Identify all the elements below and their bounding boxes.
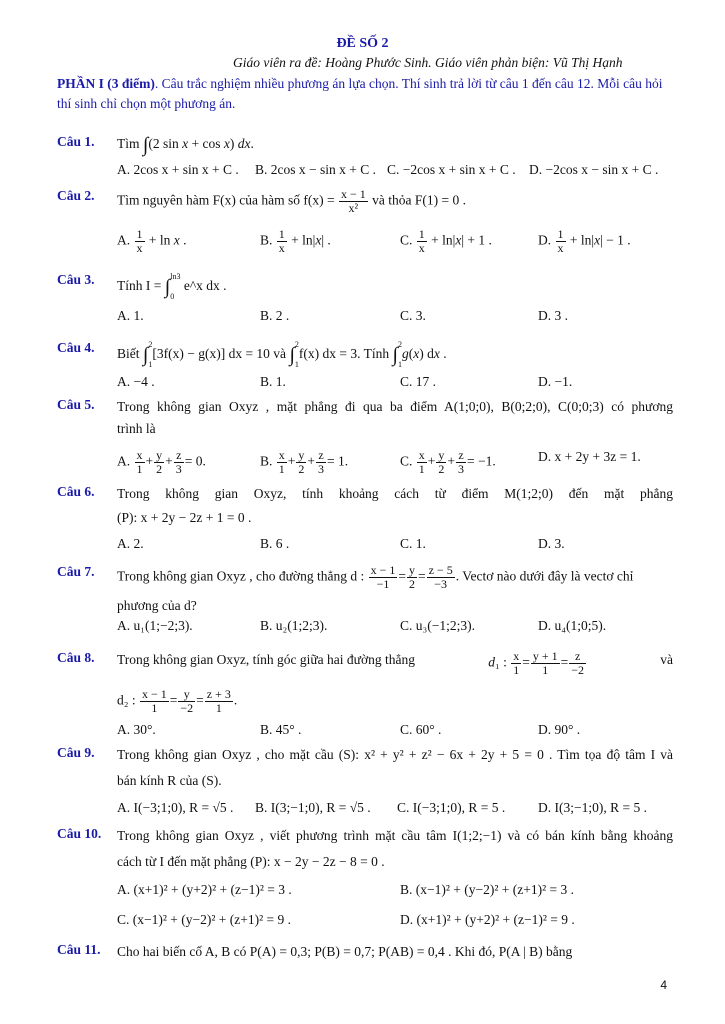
option-c[interactable]: C. I(−3;1;0), R = 5 . xyxy=(397,800,506,815)
answer-options xyxy=(117,722,673,742)
question-text: Trong không gian Oxyz , viết phương trình mặt cầu tâm I(1;2;−1) và có bán kính bằng khoảng xyxy=(117,828,673,843)
question-label: Câu 1. xyxy=(57,134,95,149)
option-a[interactable]: A. $\frac{1}{x}$ + ln x . xyxy=(117,227,187,255)
question-text-2: phương của d? xyxy=(117,598,197,613)
option-d[interactable]: D. u₄(1;0;5). xyxy=(538,618,607,633)
option-b[interactable]: B. 45° . xyxy=(260,722,302,737)
option-d[interactable]: D. (x+1)² + (y+2)² + (z−1)² = 9 . xyxy=(400,912,575,927)
answer-options xyxy=(117,308,673,328)
question-text: Trong không gian Oxyz , mặt phẳng đi qua ba điểm A(1;0;0), B(0;2;0), C(0;0;3) có phương xyxy=(117,399,673,414)
answer-options xyxy=(117,618,673,638)
answer-options xyxy=(117,162,673,182)
option-c[interactable]: C. 60° . xyxy=(400,722,442,737)
answer-options xyxy=(117,374,673,394)
question-text-2: bán kính R của (S). xyxy=(117,773,222,788)
question-text-2: trình là xyxy=(117,421,156,436)
answer-options xyxy=(117,227,673,255)
question-label: Câu 2. xyxy=(57,188,95,203)
option-a[interactable]: A. (x+1)² + (y+2)² + (z−1)² = 3 . xyxy=(117,882,292,897)
option-d[interactable]: D. 3. xyxy=(538,536,565,551)
answer-options xyxy=(117,448,673,476)
question-text: Tìm nguyên hàm F(x) của hàm số f(x) = $\frac{x - 1}{\text{x²}}$ và thỏa F(1) = 0 . xyxy=(117,187,466,215)
option-d[interactable]: D. −2cos x − sin x + C . xyxy=(529,162,659,177)
option-c[interactable]: C. u₃(−1;2;3). xyxy=(400,618,475,633)
option-d[interactable]: D. 3 . xyxy=(538,308,568,323)
question-text: Biết ∫2 1[3f(x) − g(x)] dx = 10 và ∫2 1f(x) dx = 3. Tính ∫2 1g(x) dx . xyxy=(117,340,447,369)
option-c[interactable]: C. (x−1)² + (y−2)² + (z+1)² = 9 . xyxy=(117,912,292,927)
question-text: Trong không gian Oxyz, tính góc giữa hai đường thẳng d₁ : $\frac{x}{1}$ = $\frac{y + 1}{1}$ = $\frac{z}{-2}$ và xyxy=(117,649,673,677)
option-c[interactable]: C. 3. xyxy=(400,308,426,323)
question-text: Trong không gian Oxyz , cho đường thẳng d : $\frac{x - 1}{-1}$ = $\frac{y}{2}$ = $\frac{z - 5}{-3}$ . Vectơ nào dưới đây là vectơ chỉ xyxy=(117,563,634,591)
option-b[interactable]: B. 1. xyxy=(260,374,286,389)
question-label: Câu 4. xyxy=(57,340,95,355)
part-label: PHẦN I (3 điểm) xyxy=(57,76,155,91)
option-d[interactable]: D. −1. xyxy=(538,374,573,389)
page-number: 4 xyxy=(660,978,667,992)
option-b[interactable]: B. $\frac{1}{x}$ + ln|x| . xyxy=(260,227,331,255)
question-label: Câu 6. xyxy=(57,484,95,499)
question-text: Tìm ∫(2 sin x + cos x) dx. xyxy=(117,133,254,156)
option-b[interactable]: B. 6 . xyxy=(260,536,290,551)
question-label: Câu 11. xyxy=(57,942,101,957)
part-text: . Câu trắc nghiệm nhiều phương án lựa chọn. Thí sinh trả lời từ câu 1 đến câu 12. Mỗi câu hỏi thí sinh chỉ chọn một phương án. xyxy=(57,76,663,111)
question-text: Trong không gian Oxyz, tính khoảng cách từ điểm M(1;2;0) đến mặt phẳng xyxy=(117,486,673,501)
question-text: Tính I = ∫ln3 0 e^x dx . xyxy=(117,272,227,301)
option-b[interactable]: B. u₂(1;2;3). xyxy=(260,618,328,633)
option-d[interactable]: D. x + 2y + 3z = 1. xyxy=(538,449,641,464)
option-b[interactable]: B. I(3;−1;0), R = √5 . xyxy=(255,800,371,815)
question-label: Câu 10. xyxy=(57,826,102,841)
option-c[interactable]: C. 1. xyxy=(400,536,426,551)
question-label: Câu 7. xyxy=(57,564,95,579)
question-label: Câu 5. xyxy=(57,397,95,412)
option-a[interactable]: A. 2cos x + sin x + C . xyxy=(117,162,239,177)
option-a[interactable]: A. 30°. xyxy=(117,722,156,737)
option-b[interactable]: B. (x−1)² + (y−2)² + (z+1)² = 3 . xyxy=(400,882,575,897)
option-b[interactable]: B. 2 . xyxy=(260,308,290,323)
question-text-2: (P): x + 2y − 2z + 1 = 0 . xyxy=(117,510,252,525)
question-text-2: cách từ I đến mặt phẳng (P): x − 2y − 2z − 8 = 0 . xyxy=(117,854,385,869)
option-d[interactable]: D. $\frac{1}{x}$ + ln|x| − 1 . xyxy=(538,227,631,255)
option-a[interactable]: A. 2. xyxy=(117,536,144,551)
part-instructions xyxy=(57,74,673,114)
answer-options-2 xyxy=(117,912,673,932)
option-c[interactable]: C. 17 . xyxy=(400,374,437,389)
option-a[interactable]: A. $\frac{x}{1}$ + $\frac{y}{2}$ + $\frac{z}{3}$ = 0. xyxy=(117,448,206,476)
question-text: Trong không gian Oxyz , cho mặt cầu (S): x² + y² + z² − 6x + 2y + 5 = 0 . Tìm tọa độ tâm I và xyxy=(117,747,673,762)
option-c[interactable]: C. $\frac{1}{x}$ + ln|x| + 1 . xyxy=(400,227,492,255)
question-text-2: d₂ : $\frac{x - 1}{1}$ = $\frac{y}{-2}$ = $\frac{z + 3}{1}$ . xyxy=(117,687,238,715)
option-d[interactable]: D. 90° . xyxy=(538,722,581,737)
option-b[interactable]: B. $\frac{x}{1}$ + $\frac{y}{2}$ + $\frac{z}{3}$ = 1. xyxy=(260,448,349,476)
option-a[interactable]: A. I(−3;1;0), R = √5 . xyxy=(117,800,234,815)
option-a[interactable]: A. −4 . xyxy=(117,374,155,389)
question-label: Câu 3. xyxy=(57,272,95,287)
answer-options xyxy=(117,800,673,820)
question-text: Cho hai biến cố A, B có P(A) = 0,3; P(B) = 0,7; P(AB) = 0,4 . Khi đó, P(A | B) bằng xyxy=(117,944,573,959)
option-d[interactable]: D. I(3;−1;0), R = 5 . xyxy=(538,800,647,815)
option-a[interactable]: A. 1. xyxy=(117,308,144,323)
option-c[interactable]: C. $\frac{x}{1}$ + $\frac{y}{2}$ + $\frac{z}{3}$ = −1. xyxy=(400,448,496,476)
option-c[interactable]: C. −2cos x + sin x + C . xyxy=(387,162,516,177)
option-b[interactable]: B. 2cos x − sin x + C . xyxy=(255,162,376,177)
author-line: Giáo viên ra đề: Hoàng Phước Sinh. Giáo viên phản biện: Vũ Thị Hạnh xyxy=(233,55,623,70)
answer-options xyxy=(117,536,673,556)
question-label: Câu 8. xyxy=(57,650,95,665)
question-label: Câu 9. xyxy=(57,745,95,760)
option-a[interactable]: A. u₁(1;−2;3). xyxy=(117,618,193,633)
answer-options xyxy=(117,882,673,902)
exam-title: ĐỀ SỐ 2 xyxy=(336,36,389,51)
